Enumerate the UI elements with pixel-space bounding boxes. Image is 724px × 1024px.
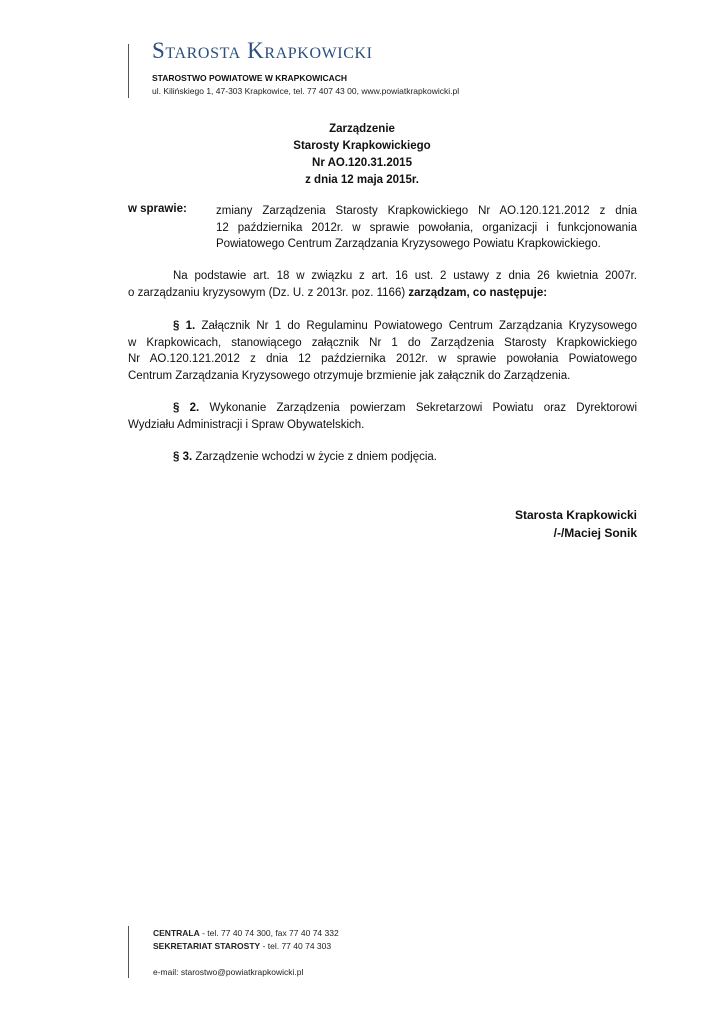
letterhead-office: STAROSTWO POWIATOWE W KRAPKOWICACH [152,73,348,83]
regarding-line: zmiany Zarządzenia Starosty Krapkowickiego Nr AO.120.121.2012 z dnia [216,205,637,217]
letterhead-brand: Starosta Krapkowicki [152,38,373,63]
title-line: Starosty Krapkowickiego [293,140,431,152]
paragraph-text: Zarządzenie wchodzi w życie z dniem podjęcia. [192,451,437,463]
title-line: Nr AO.120.31.2015 [312,157,412,169]
paragraph-line [128,449,637,466]
regarding-label: w sprawie: [128,203,187,215]
basis-line: Na podstawie art. 18 w związku z art. 16 ust. 2 ustawy z dnia 26 kwietnia 2007r. [173,270,637,282]
basis-line [128,285,637,302]
signature-title: Starosta Krapkowicki [514,508,637,522]
paragraph-line: Wydziału Administracji i Spraw Obywatelskich. [128,418,365,431]
letterhead-divider [128,44,129,98]
paragraph-3 [128,449,637,466]
footer-secretariat [153,940,339,953]
title-line: Zarządzenie [329,123,395,135]
paragraph-text: Wykonanie Zarządzenia powierzam Sekretarzowi Powiatu oraz Dyrektorowi [199,402,638,414]
letterhead-address: ul. Kilińskiego 1, 47-303 Krapkowice, tel. 77 407 43 00, www.powiatkrapkowicki.pl [152,86,460,96]
paragraph-2 [128,400,637,433]
secretariat-phone: - tel. 77 40 74 303 [260,941,332,951]
regarding-text [216,203,637,253]
paragraph-number: § 1. [173,320,196,332]
paragraph-text: Załącznik Nr 1 do Regulaminu Powiatowego Centrum Zarządzania Kryzysowego [195,320,637,332]
regarding-line: Powiatowego Centrum Zarządzania Kryzysowego Powiatu Krapkowickiego. [216,238,601,250]
central-label: CENTRALA [153,928,200,938]
footer-divider [128,926,129,978]
basis-text: o zarządzaniu kryzysowym (Dz. U. z 2013r. poz. 1166) [128,286,409,299]
document-title [0,121,724,189]
paragraph-number: § 3. [173,451,193,463]
paragraph-number: § 2. [173,402,200,414]
paragraph-line: Nr AO.120.121.2012 z dnia 12 października 2012r. w sprawie powołania Powiatowego [128,353,637,365]
regarding-line: 12 października 2012r. w sprawie powołania, organizacji i funkcjonowania [216,221,637,234]
paragraph-line: w Krapkowicach, stanowiącego załącznik Nr 1 do Zarządzenia Starosty Krapkowickiego [128,336,637,349]
signature-block [515,506,637,542]
footer-contact [153,927,339,979]
secretariat-label: SEKRETARIAT STAROSTY [153,941,261,951]
paragraph-line [128,318,637,335]
footer-email: e-mail: starostwo@powiatkrapkowicki.pl [153,967,304,977]
paragraph-line: Centrum Zarządzania Kryzysowego otrzymuje brzmienie jak załącznik do Zarządzenia. [128,369,571,382]
paragraph-line [128,400,637,417]
legal-basis [128,268,637,301]
signature-name: /-/Maciej Sonik [553,526,637,540]
footer-central [153,927,339,940]
basis-decision: zarządzam, co następuje: [408,286,548,299]
central-phone: - tel. 77 40 74 300, fax 77 40 74 332 [199,928,339,938]
title-line: z dnia 12 maja 2015r. [305,174,419,186]
paragraph-1 [128,318,637,384]
